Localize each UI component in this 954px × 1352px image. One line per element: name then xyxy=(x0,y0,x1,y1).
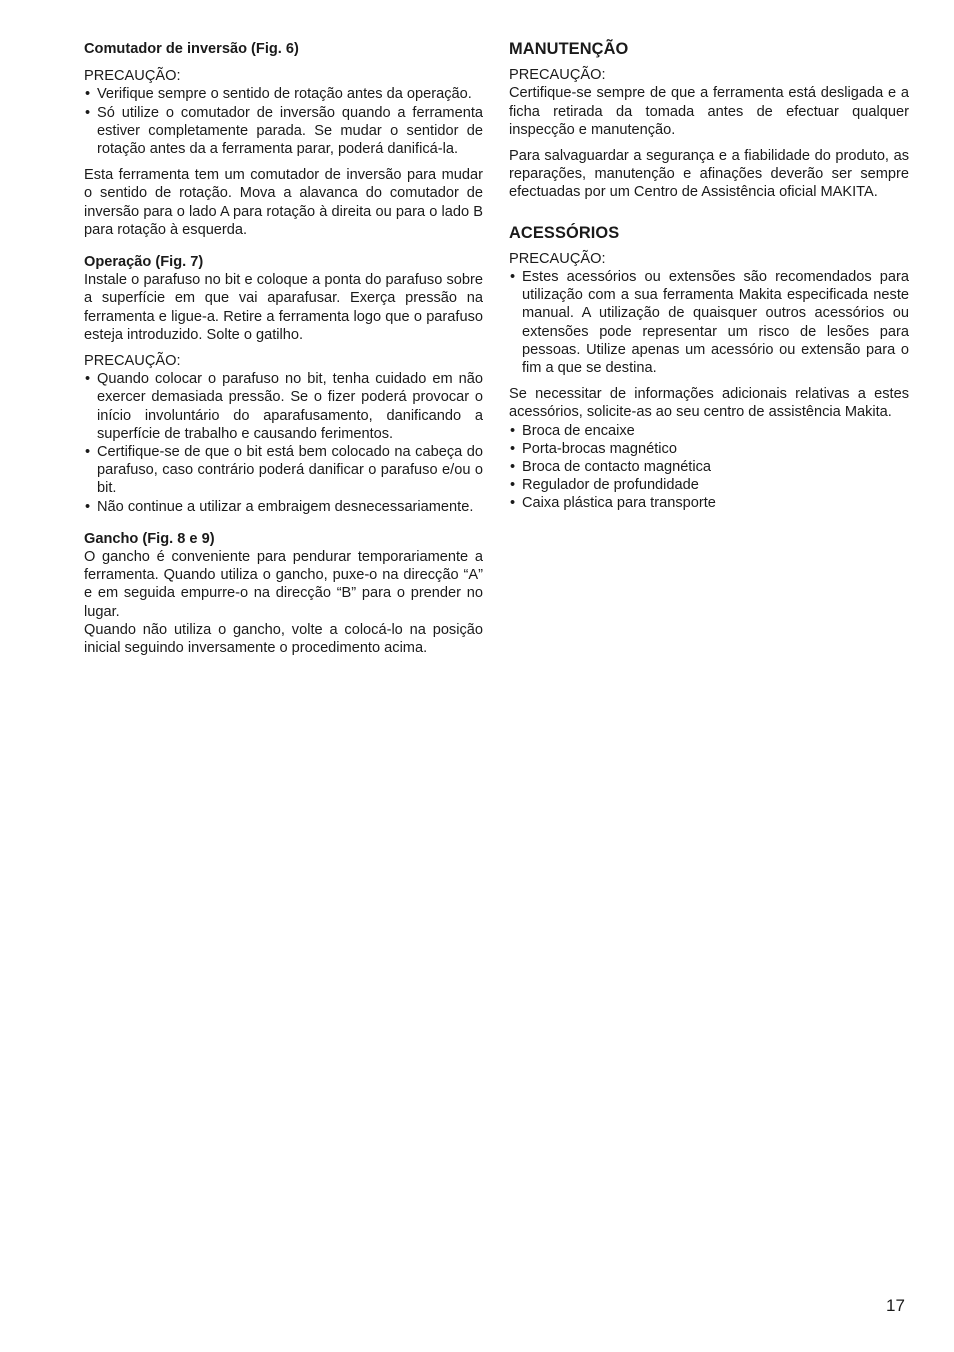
maintenance-caution-text: Certifique-se sempre de que a ferramenta está desligada e a ficha retirada da tomada antes de efectuar qualquer inspecção e manutenção. xyxy=(509,85,909,138)
caution-item: • Verifique sempre o sentido de rotação antes da operação. xyxy=(84,85,483,103)
caution-label: PRECAUÇÃO: xyxy=(509,67,606,84)
operation-section xyxy=(84,253,483,516)
hook-body-return: Quando não utiliza o gancho, volte a colocá-lo na posição inicial seguindo inversamente o procedimento acima. xyxy=(84,621,483,657)
caution-label: PRECAUÇÃO: xyxy=(84,353,181,370)
caution-list xyxy=(84,85,483,158)
caution-item: • Estes acessórios ou extensões são recomendados para utilização com a sua ferramenta Makita especificada neste manual. A utilização de quaisquer outros acessórios ou extensões pode representar um risco de lesões para pessoas. Utilize apenas um acessório ou extensão para o fim a que se destina. xyxy=(509,268,909,377)
accessories-list xyxy=(509,422,909,513)
operation-heading: Operação (Fig. 7) xyxy=(84,254,204,271)
caution-list xyxy=(84,370,483,516)
caution-list xyxy=(509,268,909,377)
accessory-item: • Broca de encaixe xyxy=(509,422,909,440)
accessory-item: • Broca de contacto magnética xyxy=(509,458,909,476)
reversing-switch-section xyxy=(84,40,483,239)
caution-item: • Certifique-se de que o bit está bem colocado na cabeça do parafuso, caso contrário poderá danificar o parafuso e/ou o bit. xyxy=(84,443,483,498)
accessory-item: • Regulador de profundidade xyxy=(509,476,909,494)
caution-label: PRECAUÇÃO: xyxy=(509,250,606,267)
accessories-body: Se necessitar de informações adicionais relativas a estes acessórios, solicite-as ao seu centro de assistência Makita. xyxy=(509,386,909,421)
hook-section xyxy=(84,530,483,657)
accessories-heading: ACESSÓRIOS xyxy=(509,223,620,242)
caution-item: • Quando colocar o parafuso no bit, tenha cuidado em não exercer demasiada pressão. Se o fizer poderá provocar o início involuntário do aparafusamento, danificando a superfície de trabalho e causando ferimentos. xyxy=(84,370,483,443)
caution-label: PRECAUÇÃO: xyxy=(84,68,181,85)
right-column xyxy=(509,40,909,513)
reversing-switch-heading: Comutador de inversão (Fig. 6) xyxy=(84,41,299,57)
accessories-section xyxy=(509,224,909,513)
operation-body: Instale o parafuso no bit e coloque a ponta do parafuso sobre a superfície em que vai aparafusar. Exerça pressão na ferramenta e ligue-a. Retire a ferramenta logo que o parafuso esteja introduzido. Solte o gatilho. xyxy=(84,272,483,343)
left-column xyxy=(84,40,483,657)
accessory-item: • Caixa plástica para transporte xyxy=(509,494,909,512)
caution-item: • Só utilize o comutador de inversão quando a ferramenta estiver completamente parada. Se mudar o sentidor de rotação antes da a ferramenta parar, poderá danificá-la. xyxy=(84,104,483,159)
accessory-item: • Porta-brocas magnético xyxy=(509,440,909,458)
page-number: 17 xyxy=(886,1296,905,1315)
maintenance-body: Para salvaguardar a segurança e a fiabilidade do produto, as reparações, manutenção e afinações deverão ser sempre efectuadas por um Centro de Assistência oficial MAKITA. xyxy=(509,148,909,201)
maintenance-heading: MANUTENÇÃO xyxy=(509,40,629,58)
hook-heading: Gancho (Fig. 8 e 9) xyxy=(84,530,215,547)
hook-body: O gancho é conveniente para pendurar temporariamente a ferramenta. Quando utiliza o gancho, puxe-o na direcção “A” e em seguida empurre-o na direcção “B” para o prender no lugar. xyxy=(84,549,483,620)
reversing-switch-body: Esta ferramenta tem um comutador de inversão para mudar o sentido de rotação. Mova a alavanca do comutador de inversão para o lado A para rotação à direita ou para o lado B para rotação à esquerda. xyxy=(84,167,483,238)
caution-item: • Não continue a utilizar a embraigem desnecessariamente. xyxy=(84,498,483,516)
maintenance-section xyxy=(509,40,909,202)
